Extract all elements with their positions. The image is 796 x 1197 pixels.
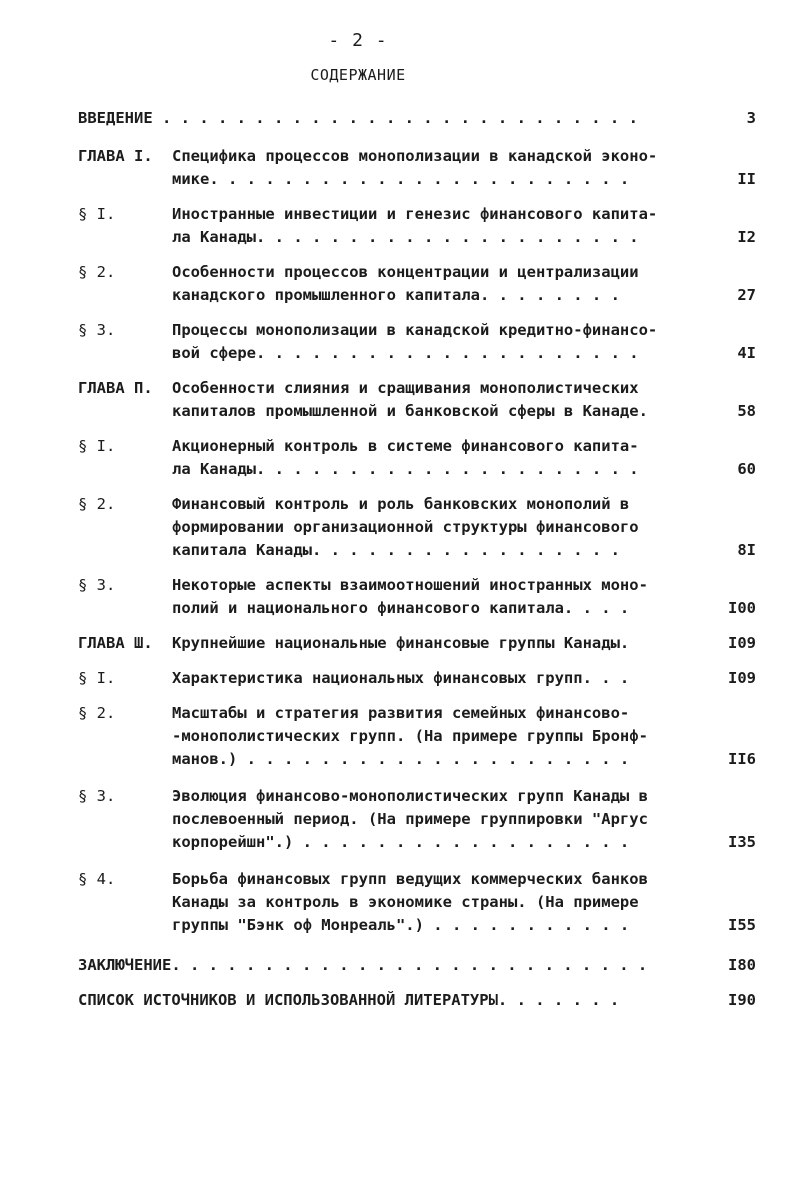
toc-entry-line: -монополистических групп. (На примере группы Бронф- (172, 727, 648, 745)
toc-entry-line: Крупнейшие национальные финансовые группы Канады. (172, 634, 630, 652)
toc-entry-title (172, 435, 717, 481)
toc-entry-page: I90 (728, 991, 756, 1009)
toc-entry-line: формировании организационной структуры финансового (172, 518, 639, 536)
toc-entry-title (78, 107, 718, 130)
toc-entry-page: 4I (737, 344, 756, 362)
toc-entry-line: послевоенный период. (На примере группировки "Аргус (172, 810, 648, 828)
toc-entry-title (172, 702, 717, 771)
toc-entry-line: Борьба финансовых групп ведущих коммерческих банков (172, 870, 648, 888)
toc-entry-label: § I. (78, 437, 116, 455)
toc-entry-line: ла Канады. . . . . . . . . . . . . . . . . . . . . (172, 228, 639, 246)
toc-entry-line: Акционерный контроль в системе финансового капита- (172, 437, 639, 455)
toc-entry-label: ГЛАВА Ш. (78, 634, 153, 652)
toc-entry-line: Масштабы и стратегия развития семейных финансово- (172, 704, 630, 722)
toc-entry (0, 145, 796, 191)
toc-entry-line: Канады за контроль в экономике страны. (На примере (172, 893, 639, 911)
toc-entry-page: I2 (737, 228, 756, 246)
toc-entry-line: Некоторые аспекты взаимоотношений иностранных моно- (172, 576, 648, 594)
toc-entry-page: II (737, 170, 756, 188)
toc-entry-line: капиталов промышленной и банковской сферы в Канаде. (172, 402, 648, 420)
toc-entry (0, 435, 796, 481)
toc-entry-line: ла Канады. . . . . . . . . . . . . . . . . . . . . (172, 460, 639, 478)
toc-entry-line: группы "Бэнк оф Монреаль".) . . . . . . . . . . . (172, 916, 630, 934)
toc-entry-page: 3 (746, 109, 756, 127)
toc-entry-line: ЗАКЛЮЧЕНИЕ. . . . . . . . . . . . . . . . . . . . . . . . . . (78, 956, 648, 974)
toc-entry-page: I80 (728, 956, 756, 974)
toc-entry-title (78, 954, 718, 977)
toc-entry-title (172, 667, 717, 690)
toc-entry-title (172, 261, 717, 307)
toc-entry (0, 574, 796, 620)
toc-entry (0, 493, 796, 562)
toc-entry-title (172, 632, 717, 655)
toc-entry-label: ГЛАВА I. (78, 147, 153, 165)
toc-entry (0, 107, 796, 130)
toc-entry-label: § I. (78, 669, 116, 687)
page-number: - 2 - (328, 30, 388, 51)
toc-entry-title (172, 203, 717, 249)
toc-entry-title (78, 989, 718, 1012)
toc-entry-title (172, 785, 717, 854)
toc-entry-label: § 2. (78, 263, 116, 281)
toc-entry-label: ГЛАВА П. (78, 379, 153, 397)
toc-entry (0, 667, 796, 690)
toc-entry-page: 27 (737, 286, 756, 304)
toc-entry-line: Характеристика национальных финансовых групп. . . (172, 669, 630, 687)
toc-entry-line: мике. . . . . . . . . . . . . . . . . . . . . . . (172, 170, 630, 188)
toc-entry-line: Финансовый контроль и роль банковских монополий в (172, 495, 630, 513)
toc-entry-line: вой сфере. . . . . . . . . . . . . . . . . . . . . (172, 344, 639, 362)
toc-entry-line: полий и национального финансового капитала. . . . (172, 599, 630, 617)
toc-entry-page: I09 (728, 634, 756, 652)
toc-entry-title (172, 145, 717, 191)
toc-entry (0, 261, 796, 307)
toc-entry-title (172, 574, 717, 620)
toc-entry-line: Специфика процессов монополизации в канадской эконо- (172, 147, 658, 165)
toc-entry-line: СПИСОК ИСТОЧНИКОВ И ИСПОЛЬЗОВАННОЙ ЛИТЕРАТУРЫ. . . . . . . (78, 991, 620, 1009)
toc-entry-title (172, 319, 717, 365)
toc-entry (0, 319, 796, 365)
toc-entry-page: 8I (737, 541, 756, 559)
toc-entry (0, 785, 796, 854)
toc-entry-label: § 4. (78, 870, 116, 888)
toc-entry-label: § 3. (78, 787, 116, 805)
toc-entry-title (172, 868, 717, 937)
toc-entry (0, 203, 796, 249)
toc-entry-line: ВВЕДЕНИЕ . . . . . . . . . . . . . . . . . . . . . . . . . . (78, 109, 638, 127)
toc-entry-label: § 3. (78, 576, 116, 594)
toc-entry-page: 58 (737, 402, 756, 420)
toc-entry-page: I35 (728, 833, 756, 851)
toc-entry (0, 377, 796, 423)
toc-entry-line: Особенности слияния и сращивания монополистических (172, 379, 639, 397)
toc-entry-label: § 2. (78, 704, 116, 722)
toc-entry-label: § I. (78, 205, 116, 223)
toc-entry-label: § 3. (78, 321, 116, 339)
toc-entry (0, 868, 796, 937)
toc-entry (0, 702, 796, 771)
toc-entry-line: корпорейшн".) . . . . . . . . . . . . . . . . . . (172, 833, 630, 851)
toc-entry-line: Особенности процессов концентрации и централизации (172, 263, 639, 281)
toc-heading: СОДЕРЖАНИЕ (310, 66, 406, 84)
toc-entry-page: I00 (728, 599, 756, 617)
toc-entry-page: I55 (728, 916, 756, 934)
toc-entry-line: Эволюция финансово-монополистических групп Канады в (172, 787, 648, 805)
toc-entry-line: канадского промышленного капитала. . . . . . . . (172, 286, 620, 304)
toc-entry-line: манов.) . . . . . . . . . . . . . . . . . . . . . (172, 750, 630, 768)
toc-entry-page: II6 (728, 750, 756, 768)
toc-entry-line: Иностранные инвестиции и генезис финансового капита- (172, 205, 658, 223)
toc-entry-label: § 2. (78, 495, 116, 513)
toc-entry (0, 632, 796, 655)
toc-entry (0, 989, 796, 1012)
toc-entry-page: I09 (728, 669, 756, 687)
toc-entry-line: Процессы монополизации в канадской кредитно-финансо- (172, 321, 658, 339)
toc-entry-title (172, 377, 717, 423)
toc-entry-title (172, 493, 717, 562)
toc-entry-page: 60 (737, 460, 756, 478)
toc-entry (0, 954, 796, 977)
toc-entry-line: капитала Канады. . . . . . . . . . . . . . . . . (172, 541, 620, 559)
